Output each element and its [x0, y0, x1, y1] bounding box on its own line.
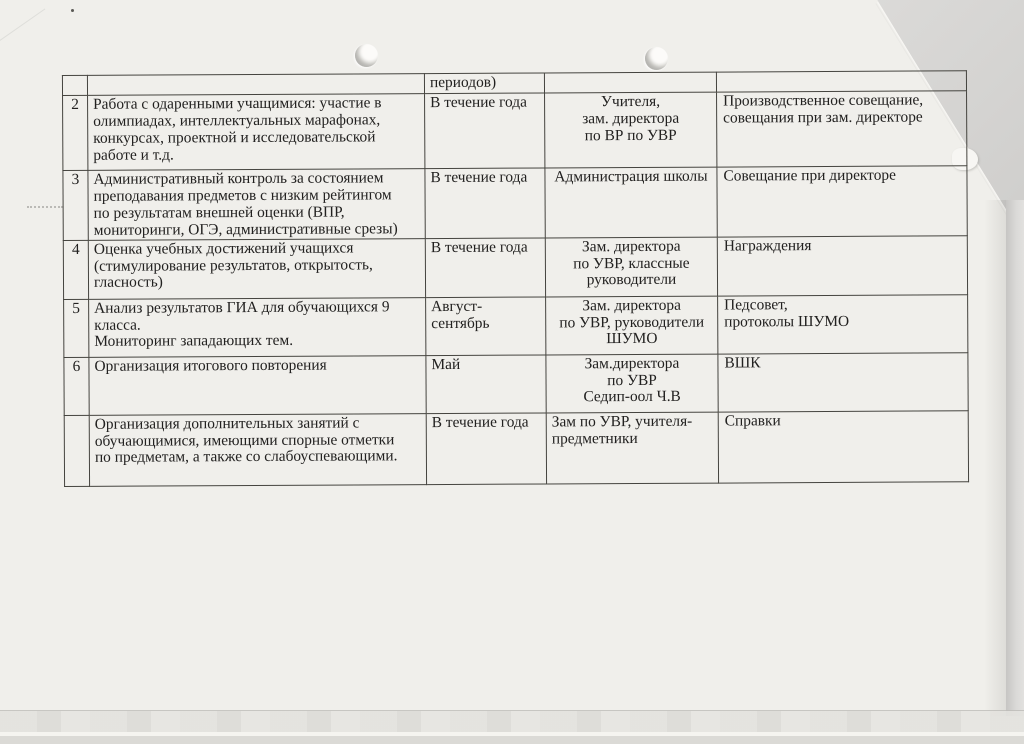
- scan-dotted-artifact: [27, 206, 63, 208]
- result-cell: Совещание при директоре: [717, 166, 967, 237]
- result-cell: Производственное совещание, совещания при зам. директоре: [717, 91, 967, 167]
- row-number-cell: 6: [64, 357, 89, 415]
- row-number-cell: 3: [63, 170, 88, 240]
- row-number-cell: [64, 415, 89, 486]
- page-right-edge: [1006, 200, 1024, 716]
- result-cell: [716, 71, 966, 92]
- responsible-cell: Зам. директора по УВР, классные руководители: [545, 237, 717, 297]
- activity-cell: Анализ результатов ГИА для обучающихся 9 класса. Мониторинг западающих тем.: [89, 297, 426, 357]
- row-number-cell: 4: [63, 240, 88, 299]
- result-cell: Справки: [718, 410, 968, 482]
- page-right-shadow: [984, 200, 1006, 716]
- responsible-cell: Зам.директора по УВР Седип-оол Ч.В: [546, 354, 718, 413]
- activity-cell: [87, 74, 424, 96]
- schedule-table: [62, 70, 969, 486]
- table-row: [64, 294, 968, 357]
- result-cell: Педсовет, протоколы ШУМО: [718, 294, 968, 353]
- timing-cell: В течение года: [425, 168, 545, 238]
- table-row: [64, 410, 968, 486]
- table-row: [64, 352, 968, 415]
- activity-cell: Организация дополнительных занятий с обучающимися, имеющими спорные отметки по предметам, а также со слабоуспевающими.: [89, 413, 426, 486]
- timing-cell: В течение года: [426, 413, 546, 485]
- hole-punch-mark: [645, 47, 668, 70]
- responsible-cell: Администрация школы: [545, 167, 717, 238]
- schedule-table-body: [62, 71, 968, 486]
- result-cell: ВШК: [718, 352, 968, 411]
- timing-cell: В течение года: [425, 238, 545, 298]
- scan-speck: [71, 9, 74, 12]
- scanner-background-bottom: [0, 736, 1024, 744]
- activity-cell: Организация итогового повторения: [89, 355, 426, 415]
- responsible-cell: Зам по УВР, учителя- предметники: [546, 412, 718, 484]
- timing-cell: Август- сентябрь: [426, 297, 546, 356]
- row-number-cell: [62, 75, 87, 95]
- row-number-cell: 2: [63, 95, 88, 170]
- page-bottom-shadow-band: [0, 711, 1024, 732]
- responsible-cell: Зам. директора по УВР, руководители ШУМО: [546, 296, 718, 355]
- timing-cell: периодов): [424, 73, 544, 94]
- responsible-cell: [544, 72, 716, 93]
- activity-cell: Работа с одаренными учащимися: участие в олимпиадах, интеллектуальных марафонах, конкурсах, проектной и исследовательской работе и т.д.: [88, 94, 425, 171]
- timing-cell: В течение года: [425, 93, 545, 169]
- timing-cell: Май: [426, 355, 546, 414]
- result-cell: Награждения: [717, 235, 967, 295]
- responsible-cell: Учителя, зам. директора по ВР по УВР: [545, 92, 717, 168]
- activity-cell: Оценка учебных достижений учащихся (стимулирование результатов, открытость, гласность): [88, 238, 425, 299]
- table-row: [63, 166, 967, 240]
- table-row: [63, 235, 967, 299]
- activity-cell: Административный контроль за состоянием преподавания предметов с низким рейтингом по результатам внешней оценки (ВПР, мониторинги, ОГЭ, административные срезы): [88, 169, 425, 240]
- paper-crease: [0, 8, 45, 44]
- hole-punch-mark: [355, 44, 378, 67]
- table-row: [63, 91, 967, 171]
- row-number-cell: 5: [64, 299, 89, 357]
- document-page: [62, 70, 968, 486]
